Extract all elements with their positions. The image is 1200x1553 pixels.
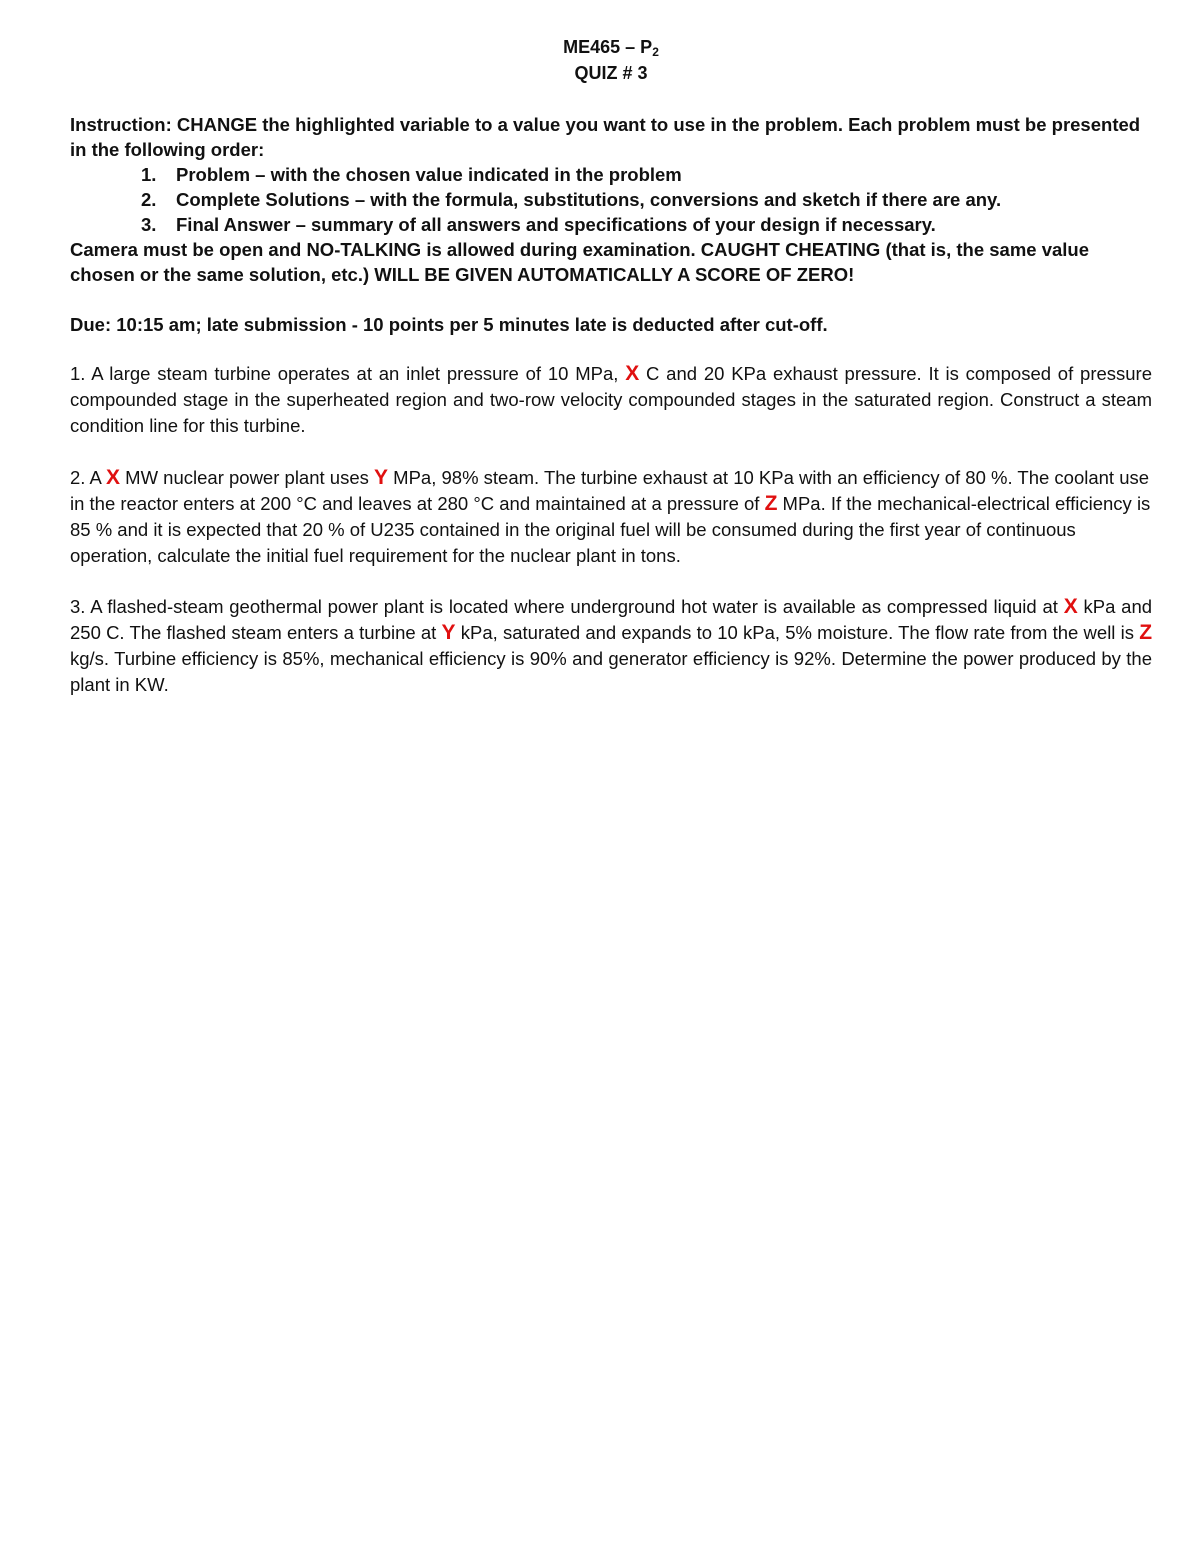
instruction-intro: Instruction: CHANGE the highlighted variable to a value you want to use in the problem. Each problem must be presented in the following order: <box>70 114 1141 160</box>
problem-text: kPa and 250 C. The flashed steam enters a turbine at <box>70 596 1153 643</box>
problem-text: MPa, 98% steam. The turbine exhaust at 10 KPa with an efficiency of 80 %. The coolant use in the reactor enters at 200 °C and leaves at 280 °C and maintained at a pressure of <box>70 467 1150 514</box>
instruction-step <box>141 187 1152 212</box>
instruction-step <box>141 212 1152 237</box>
quiz-title: QUIZ # 3 <box>574 63 648 83</box>
quiz-document <box>70 34 1152 698</box>
step-number: 3. <box>141 214 157 235</box>
step-text: Problem – with the chosen value indicated in the problem <box>176 164 682 185</box>
variable-y: Y <box>374 466 389 489</box>
problem-text: C and 20 KPa exhaust pressure. It is composed of pressure compounded stage in the superheated region and two-row velocity compounded stages in the saturated region. Construct a steam condition line for this turbine. <box>70 363 1153 436</box>
step-number: 2. <box>141 189 157 210</box>
step-text: Final Answer – summary of all answers and specifications of your design if necessary. <box>176 214 936 235</box>
problem-1 <box>70 361 1152 439</box>
instruction-step <box>141 162 1152 187</box>
variable-x: X <box>625 362 640 385</box>
due-notice: Due: 10:15 am; late submission - 10 points per 5 minutes late is deducted after cut-off. <box>70 314 828 335</box>
problem-2 <box>70 465 1152 569</box>
variable-x: X <box>1063 595 1078 618</box>
problem-text: 1. A large steam turbine operates at an inlet pressure of 10 MPa, <box>70 363 619 384</box>
variable-z: Z <box>764 492 778 515</box>
instruction-steps <box>70 162 1152 237</box>
variable-x: X <box>106 466 121 489</box>
problem-text: MW nuclear power plant uses <box>125 467 369 488</box>
variable-y: Y <box>441 621 456 644</box>
problem-text: kPa, saturated and expands to 10 kPa, 5% moisture. The flow rate from the well is <box>460 622 1134 643</box>
problem-text: 2. A <box>70 467 101 488</box>
cheating-warning: Camera must be open and NO-TALKING is allowed during examination. CAUGHT CHEATING (that is, the same value chosen or the same solution, etc.) WILL BE GIVEN AUTOMATICALLY A SCORE OF ZERO! <box>70 239 1090 285</box>
step-text: Complete Solutions – with the formula, substitutions, conversions and sketch if there are any. <box>176 189 1002 210</box>
instructions-section <box>70 112 1152 287</box>
problem-text: MPa. If the mechanical-electrical efficiency is 85 % and it is expected that 20 % of U235 contained in the original fuel will be consumed during the first year of continuous operation, calculate the initial fuel requirement for the nuclear plant in tons. <box>70 493 1151 566</box>
course-subscript: 2 <box>652 45 659 59</box>
problem-text: 3. A flashed-steam geothermal power plant is located where underground hot water is available as compressed liquid at <box>70 596 1058 617</box>
problem-3 <box>70 594 1152 698</box>
variable-z: Z <box>1139 621 1153 644</box>
document-header <box>70 34 1152 86</box>
problem-text: kg/s. Turbine efficiency is 85%, mechanical efficiency is 90% and generator efficiency is 92%. Determine the power produced by the plant in KW. <box>70 648 1152 695</box>
step-number: 1. <box>141 164 157 185</box>
course-code <box>70 34 1152 60</box>
course-title: ME465 – P <box>563 37 653 57</box>
